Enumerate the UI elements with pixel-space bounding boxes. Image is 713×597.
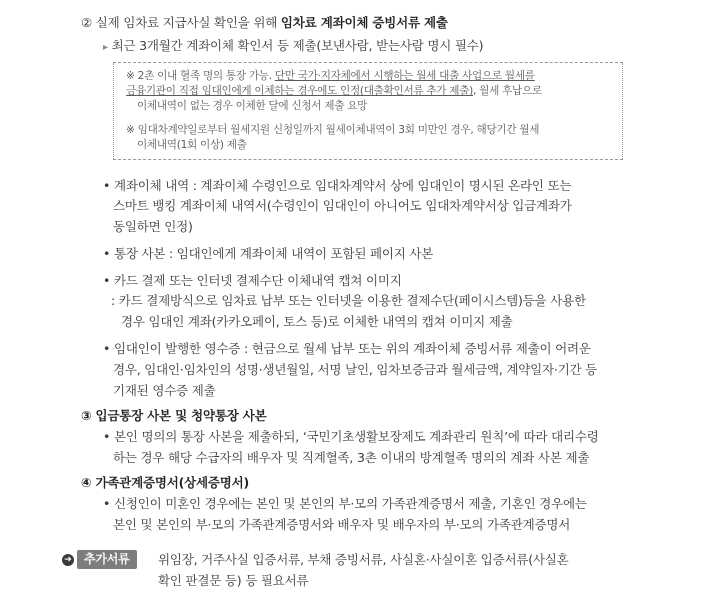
section-4-line-1: • 신청인이 미혼인 경우에는 본인 및 본인의 부·모의 가족관계증명서 제출, 기혼인 경우에는 [103, 496, 587, 511]
section-4-heading: ④ 가족관계증명서(상세증명서) [81, 475, 250, 490]
arrow-circle-icon: ➔ [62, 554, 74, 566]
note-2-line-2: 이체내역(1회 이상) 제출 [137, 139, 247, 151]
bullet-receipt-line-1: • 임대인이 발행한 영수증 : 현금으로 월세 납부 또는 위의 계좌이체 증빙서류 제출이 어려운 [103, 341, 591, 356]
section-2-subline [103, 37, 483, 57]
section-4-line-2: 본인 및 본인의 부·모의 가족관계증명서와 배우자 및 배우자의 부·모의 가족관계증명서 [113, 517, 571, 532]
section-2-heading [81, 14, 448, 32]
extra-documents-tag: 추가서류 [77, 550, 137, 569]
note-2-line-1: ※ 임대차계약일로부터 월세지원 신청일까지 월세이체내역이 3회 미만인 경우, 해당기간 월세 [126, 124, 540, 136]
section-3-line-2: 하는 경우 해당 수급자의 배우자 및 직계혈족, 3촌 이내의 방계혈족 명의의 계좌 사본 제출 [113, 450, 590, 465]
bullet-passbook: • 통장 사본 : 임대인에게 계좌이체 내역이 포함된 페이지 사본 [103, 246, 434, 261]
note-1-line-1: ※ 2촌 이내 혈족 명의 통장 가능. 단만 국가·지자체에서 시행하는 월세 대출 사업으로 월세를 [126, 70, 535, 82]
section-2-sub-text: 최근 3개월간 계좌이체 확인서 등 제출(보낸사람, 받는사람 명시 필수) [111, 38, 484, 53]
section-2-number: ② [81, 15, 93, 30]
bullet-card-line-3: 경우 임대인 계좌(카카오페이, 토스 등)로 이체한 내역의 캡쳐 이미지 제출 [121, 314, 513, 329]
bullet-card-line-1: • 카드 결제 또는 인터넷 결제수단 이체내역 캡쳐 이미지 [103, 273, 402, 288]
bullet-receipt-line-3: 기재된 영수증 제출 [113, 383, 216, 398]
bullet-transfer-line-2: 스마트 뱅킹 계좌이체 내역서(수령인이 임대인이 아니어도 임대차계약서상 입금계좌가 [113, 198, 572, 213]
bullet-receipt-line-2: 경우, 임대인·임차인의 성명·생년월일, 서명 날인, 임차보증금과 월세금액, 계약일자·기간 등 [113, 362, 598, 377]
bullet-card-line-2: : 카드 결제방식으로 임차료 납부 또는 인터넷을 이용한 결제수단(페이시스템)등을 사용한 [111, 293, 586, 308]
note-1-line-2: 금융기관이 직접 임대인에게 이체하는 경우에도 인정(대출확인서류 추가 제출), 월세 후납으로 [126, 85, 542, 97]
bullet-transfer-line-1: • 계좌이체 내역 : 계좌이체 수령인으로 임대차계약서 상에 임대인이 명시된 온라인 또는 [103, 178, 572, 193]
bullet-transfer-line-3: 동일하면 인정) [113, 219, 193, 234]
extra-line-2: 확인 판결문 등) 등 필요서류 [158, 573, 309, 588]
note-1-line-3: 이체내역이 없는 경우 이체한 달에 신청서 제출 요망 [137, 100, 368, 112]
section-3-line-1: • 본인 명의의 통장 사본을 제출하되, ‘국민기초생활보장제도 계좌관리 원칙’에 따라 대리수령 [103, 429, 599, 444]
section-2-title: 실제 임차료 지급사실 확인을 위해 [92, 15, 281, 30]
section-3-heading: ③ 입금통장 사본 및 청약통장 사본 [81, 408, 267, 423]
section-2-title-bold: 임차료 계좌이체 증빙서류 제출 [280, 15, 448, 30]
triangle-bullet-icon: ▸ [103, 42, 108, 53]
extra-line-1: 위임장, 거주사실 입증서류, 부채 증빙서류, 사실혼·사실이혼 입증서류(사실혼 [158, 552, 569, 567]
